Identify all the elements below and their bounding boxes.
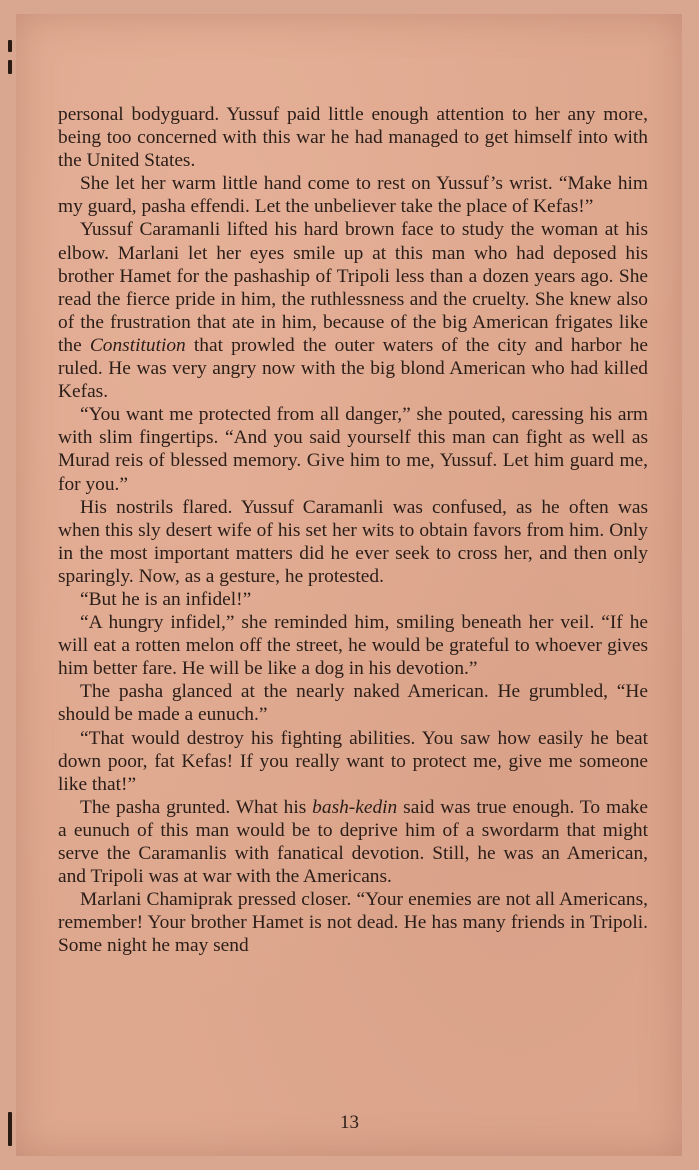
paragraph-text: said was true enough. To make a eunuch of this man would be to deprive him of a swordarm that might serve the Caramanlis with fanatical devotion. Still, he was an American, and Tripoli was at war with the Americans.: [58, 796, 648, 888]
italic-term: bash-kedin: [312, 796, 398, 818]
paragraph: She let her warm little hand come to rest on Yussuf’s wrist. “Make him my guard, pasha effendi. Let the unbeliever take the place of Kefas!”: [58, 173, 648, 218]
paragraph-text: Yussuf Caramanli lifted his hard brown face to study the woman at his elbow. Marlani let her eyes smile up at this man who had deposed his brother Hamet for the pashaship of Tripoli less than a dozen years ago. She read the fierce pride in him, the ruthlessness and the cruelty. She knew also of the frustration that ate in him, because of the big American frigates like the: [58, 219, 648, 356]
paragraph-text: The pasha grunted. What his: [80, 796, 313, 818]
page-number: 13: [340, 1112, 359, 1133]
paragraph: His nostrils flared. Yussuf Caramanli was confused, as he often was when this sly desert wife of his set her wits to obtain favors from him. Only in the most important matters did he ever seek to cross her, and then only sparingly. Now, as a gesture, he protested.: [58, 496, 648, 587]
paragraph: “You want me protected from all danger,” she pouted, caressing his arm with slim fingertips. “And you said yourself this man can fight as well as Murad reis of blessed memory. Give him to me, Yussuf. Let him guard me, for you.”: [58, 404, 648, 495]
paragraph: [58, 796, 648, 888]
paragraph: “That would destroy his fighting abilities. You saw how easily he beat down poor, fat Kefas! If you really want to protect me, give me someone like that!”: [58, 727, 648, 795]
paragraph: “But he is an infidel!”: [80, 588, 252, 610]
paragraph-text: that prowled the outer waters of the city and harbor he ruled. He was very angry now with the big blond American who had killed Kefas.: [58, 334, 648, 403]
binding-mark: [8, 40, 12, 52]
ship-name: Constitution: [89, 334, 186, 356]
paragraph: The pasha glanced at the nearly naked American. He grumbled, “He should be made a eunuch.”: [58, 681, 648, 726]
binding-mark: [8, 60, 12, 74]
body-text: [58, 103, 648, 957]
paragraph: personal bodyguard. Yussuf paid little enough attention to her any more, being too concerned with this war he had managed to get himself into with the United States.: [58, 104, 648, 172]
paragraph: “A hungry infidel,” she reminded him, smiling beneath her veil. “If he will eat a rotten melon off the street, he would be grateful to whoever gives him better fare. He will be like a dog in his devotion.”: [58, 612, 648, 680]
paragraph: [58, 218, 648, 403]
paragraph: Marlani Chamiprak pressed closer. “Your enemies are not all Americans, remember! Your brother Hamet is not dead. He has many friends in Tripoli. Some night he may send: [58, 889, 648, 957]
